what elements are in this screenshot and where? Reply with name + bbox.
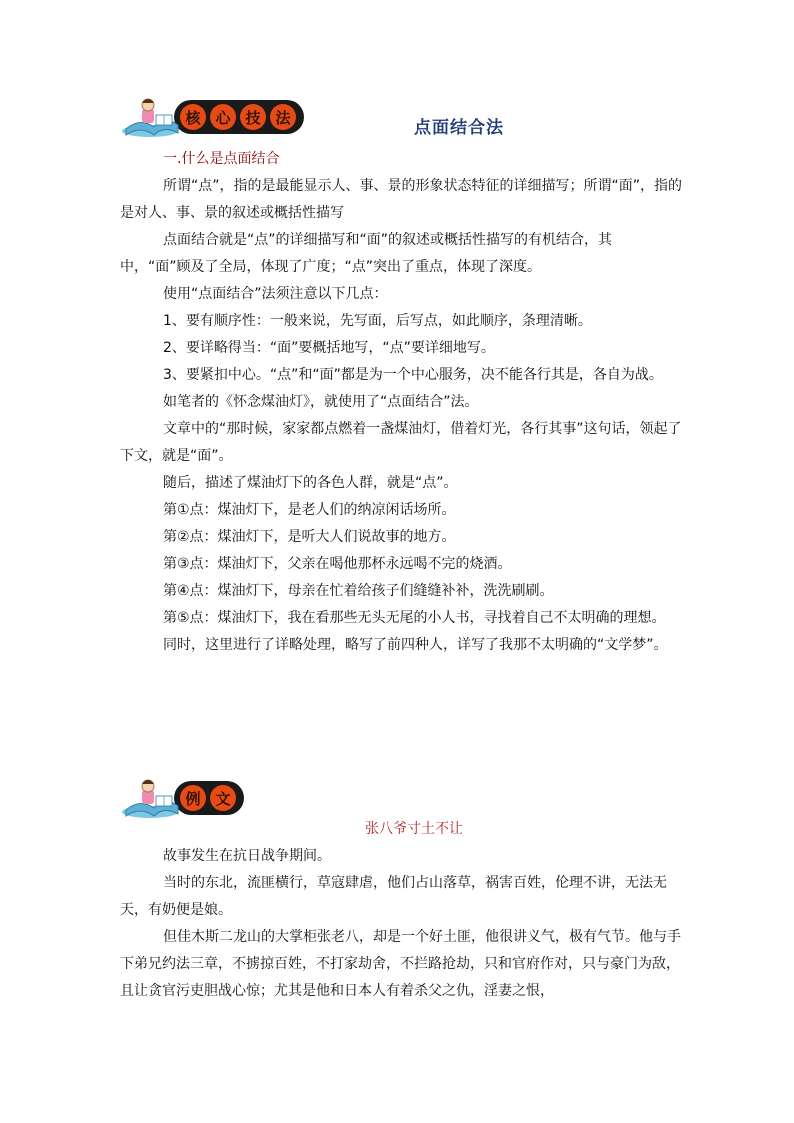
paragraph: 同时，这里进行了详略处理，略写了前四种人，详写了我那不太明确的“文学梦”。 [163, 637, 668, 653]
page-title: 点面结合法 [414, 118, 504, 138]
example-body [120, 843, 682, 1005]
banner-char: 例 [180, 785, 206, 811]
paragraph: 第③点：煤油灯下，父亲在喝他那杯永远喝不完的烧酒。 [163, 556, 512, 572]
paragraph: 第①点：煤油灯下，是老人们的纳凉闲话场所。 [163, 502, 456, 518]
paragraph: 第④点：煤油灯下，母亲在忙着给孩子们缝缝补补，洗洗刷刷。 [163, 583, 554, 599]
banner-char: 文 [210, 785, 236, 811]
paragraph: 当时的东北，流匪横行，草寇肆虐，他们占山落草，祸害百姓，伦理不讲，无法无天，有奶便是娘。 [120, 875, 667, 918]
article-body [120, 173, 682, 659]
paragraph: 点面结合就是“点”的详细描写和“面”的叙述或概括性描写的有机结合，其中，“面”顾及了全局，体现了广度；“点”突出了重点，体现了深度。 [120, 232, 613, 275]
paragraph: 故事发生在抗日战争期间。 [163, 848, 331, 864]
paragraph: 2、要详略得当：“面”要概括地写，“点”要详细地写。 [163, 340, 495, 356]
paragraph: 第⑤点：煤油灯下，我在看那些无头无尾的小人书，寻找着自己不太明确的理想。 [163, 610, 666, 626]
paragraph: 文章中的“那时候，家家都点燃着一盏煤油灯，借着灯光，各行其事”这句话，领起了下文，就是“面”。 [120, 421, 682, 464]
paragraph: 使用“点面结合”法须注意以下几点： [163, 286, 388, 302]
banner-char: 心 [210, 104, 236, 130]
paragraph: 第②点：煤油灯下，是听大人们说故事的地方。 [163, 529, 456, 545]
banner-char: 核 [180, 104, 206, 130]
paragraph: 1、要有顺序性：一般来说，先写面，后写点，如此顺序，条理清晰。 [163, 313, 592, 329]
banner-char: 法 [270, 104, 296, 130]
example-label [174, 781, 244, 815]
example-banner [120, 776, 244, 820]
banner-char: 技 [240, 104, 266, 130]
paragraph: 3、要紧扣中心。“点”和“面”都是为一个中心服务，决不能各行其是，各自为战。 [163, 367, 663, 383]
mascot-reading-icon [120, 95, 182, 139]
paragraph: 随后，描述了煤油灯下的各色人群，就是“点”。 [163, 475, 458, 491]
paragraph: 所谓“点”，指的是最能显示人、事、景的形象状态特征的详细描写；所谓“面”，指的是对人、事、景的叙述或概括性描写 [120, 178, 683, 221]
example-title: 张八爷寸土不让 [365, 821, 463, 837]
core-technique-label [174, 100, 304, 134]
paragraph: 但佳木斯二龙山的大掌柜张老八，却是一个好土匪，他很讲义气，极有气节。他与手下弟兄约法三章，不掳掠百姓，不打家劫舍，不拦路抢劫，只和官府作对，只与豪门为敌，且让贪官污吏胆战心惊；尤其是他和日本人有着杀父之仇，淫妻之恨， [120, 929, 681, 999]
core-technique-banner [120, 95, 304, 139]
section-heading: 一.什么是点面结合 [163, 151, 280, 167]
mascot-reading-icon [120, 776, 182, 820]
paragraph: 如笔者的《怀念煤油灯》，就使用了“点面结合”法。 [163, 394, 479, 410]
